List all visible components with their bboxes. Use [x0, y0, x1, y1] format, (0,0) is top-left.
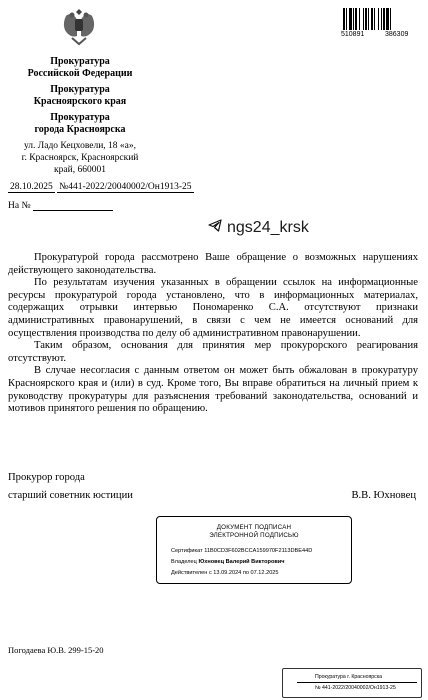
barcode-bar: [386, 8, 389, 30]
barcode-bar: [353, 8, 354, 30]
barcode-bar: [371, 8, 373, 30]
barcode-bar: [368, 8, 369, 30]
barcode-bar: [374, 8, 375, 30]
registration-line1: Прокуратура г. Красноярска: [297, 672, 417, 683]
esign-owner: [171, 559, 285, 565]
executor-contact: Погодаева Ю.В. 299-15-20: [8, 645, 104, 655]
signer-position: Прокурор города: [8, 472, 85, 483]
esign-valid-label: Действителен: [171, 570, 208, 576]
address-line2: г. Красноярск, Красноярский: [21, 153, 139, 163]
org-federal-line1: Прокуратура: [50, 56, 110, 67]
org-region-line2: Красноярского края: [33, 96, 127, 107]
esign-cert-label: Сертификат: [171, 548, 203, 554]
esign-valid-value: с 13.09.2024 по 07.12.2025: [208, 570, 279, 576]
barcode-bar: [390, 8, 391, 30]
incoming-reference: [8, 201, 113, 211]
esign-title1: ДОКУМЕНТ ПОДПИСАН: [216, 524, 292, 531]
address-line1: ул. Ладо Кецховели, 18 «а»,: [23, 141, 137, 151]
org-federal: [0, 56, 160, 80]
paragraph-3: Таким образом, основания для принятия мер прокурорского реагирования отсутствуют.: [8, 340, 418, 364]
barcode-bar: [359, 8, 360, 30]
barcode-bar: [355, 8, 357, 30]
esign-owner-value: Юхновец Валерий Викторович: [198, 559, 285, 565]
org-region: [0, 84, 160, 108]
barcode-bar: [381, 8, 382, 30]
barcode-bar: [349, 8, 352, 30]
barcode-bar: [343, 8, 345, 30]
outgoing-number: №441-2022/20040002/Он1913-25: [59, 182, 192, 192]
address-line3: край, 660001: [54, 165, 106, 175]
org-city-line2: города Красноярска: [34, 124, 126, 135]
signer-rank: старший советник юстиции: [8, 490, 133, 501]
registration-stamp: [297, 672, 417, 693]
telegram-icon: [208, 219, 222, 237]
incoming-blank: [33, 201, 113, 211]
paragraph-2: По результатам изучения указанных в обращении ссылок на информационные ресурсы прокуратурой города установлено, что в информационных материалах, содержащих отрывки интервью Пономаренко С.А. отсутствуют признаки административных правонарушений, в связи с чем не имеется оснований для осуществления производства по делу об административном правонарушении.: [8, 277, 418, 339]
letter-body: [8, 252, 418, 416]
org-region-line1: Прокуратура: [50, 84, 110, 95]
org-federal-line2: Российской Федерации: [27, 68, 133, 79]
coat-of-arms-emblem: [60, 6, 98, 46]
esign-title2: ЭЛЕКТРОННОЙ ПОДПИСЬЮ: [209, 532, 299, 539]
paragraph-1: Прокуратурой города рассмотрено Ваше обращение о возможных нарушениях действующего законодательства.: [8, 252, 418, 276]
electronic-signature-stamp: [156, 516, 352, 584]
barcode-number-right: 386309: [385, 31, 409, 38]
esign-cert-value: 11B0CD3F602BCCA159970F2113DBE44D: [204, 548, 313, 554]
esign-owner-label: Владелец: [171, 559, 197, 565]
org-address: [0, 140, 160, 176]
barcode-bar: [378, 8, 379, 30]
registration-line2: № 441-2022/20040002/Он1913-25: [315, 685, 396, 691]
signer-name: В.В. Юхновец: [351, 490, 416, 501]
barcode: [343, 8, 411, 30]
org-city: [0, 112, 160, 136]
watermark-text: ngs24_krsk: [227, 219, 309, 236]
watermark: [208, 219, 309, 237]
barcode-bar: [363, 8, 364, 30]
barcode-bar: [346, 8, 347, 30]
esign-certificate: [171, 548, 312, 554]
barcode-number-left: 510891: [341, 31, 365, 38]
paragraph-4: В случае несогласия с данным ответом он может быть обжалован в прокуратуру Красноярского края и (или) в суд. Кроме того, Вы вправе обратиться на личный прием к руководству прокуратуры для разъяснения требований законодательства, оснований и мотивов принятого решения по обращению.: [8, 365, 418, 415]
org-city-line1: Прокуратура: [50, 112, 110, 123]
outgoing-date: 28.10.2025: [10, 182, 53, 192]
barcode-bar: [365, 8, 367, 30]
barcode-bar: [383, 8, 385, 30]
incoming-label: На №: [8, 201, 31, 211]
esign-validity: [171, 570, 279, 576]
outgoing-reference: [8, 182, 194, 192]
